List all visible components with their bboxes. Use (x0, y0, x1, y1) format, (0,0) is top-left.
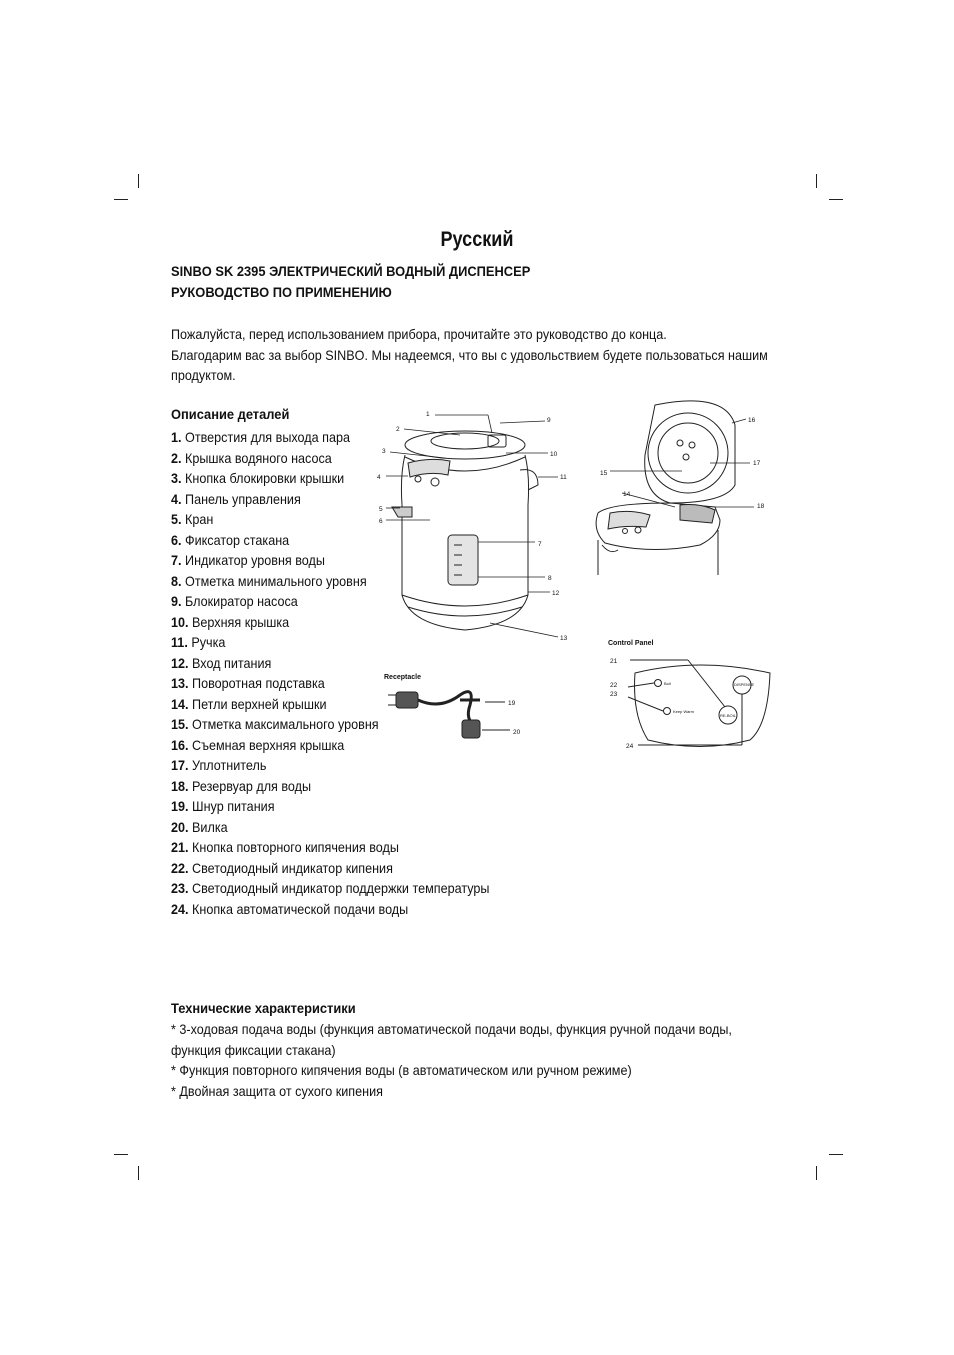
callout-label: 16 (748, 417, 756, 424)
list-item: 24. Кнопка автоматической подачи воды (171, 900, 409, 917)
list-item: 5. Кран (171, 511, 214, 527)
callout-label: 2 (396, 426, 400, 433)
dispenser-drawing (392, 431, 538, 630)
list-item: 19. Шнур питания (171, 798, 275, 814)
callout-label: 21 (610, 658, 618, 665)
list-item: * Двойная защита от сухого кипения (171, 1082, 383, 1099)
list-item: 15. Отметка максимального уровня (171, 716, 379, 732)
callout-label: 12 (552, 590, 560, 597)
callout-label: 20 (513, 729, 521, 736)
list-item: 8. Отметка минимального уровня (171, 572, 367, 589)
list-item: 10. Верхняя крышка (171, 613, 290, 630)
panel-boil-label: Boil (664, 681, 671, 686)
list-item: 2. Крышка водяного насоса (171, 449, 332, 466)
list-item: 21. Кнопка повторного кипячения воды (171, 839, 399, 855)
product-title: SINBO SK 2395 ЭЛЕКТРИЧЕСКИЙ ВОДНЫЙ ДИСПЕНСЕР (171, 263, 531, 279)
callout-label: 9 (547, 417, 551, 424)
list-item: 18. Резервуар для воды (171, 777, 312, 794)
callout-label: 13 (560, 635, 568, 642)
callout-label: 5 (379, 506, 383, 513)
list-item: 4. Панель управления (171, 490, 301, 507)
list-item: * 3-ходовая подача воды (функция автоматической подачи воды, функция ручной подачи воды, функция фиксации стакана) (171, 1021, 732, 1058)
list-item: 20. Вилка (171, 818, 228, 835)
crop-mark (138, 174, 139, 188)
crop-mark (829, 1154, 843, 1155)
callout-label: 1 (426, 411, 430, 418)
intro-line: Благодарим вас за выбор SINBO. Мы надеемся, что вы с удовольствием будете пользоваться нашим продуктом. (171, 346, 768, 383)
list-item: 14. Петли верхней крышки (171, 695, 327, 712)
callout-label: 18 (757, 503, 765, 510)
list-item: 23. Светодиодный индикатор поддержки температуры (171, 880, 490, 896)
intro-line: Пожалуйста, перед использованием прибора, прочитайте это руководство до конца. (171, 326, 667, 342)
list-item: 17. Уплотнитель (171, 757, 267, 773)
control-panel-drawing (628, 660, 770, 747)
callout-label: 22 (610, 682, 618, 689)
callout-label: 8 (548, 575, 552, 582)
callout-label: 11 (560, 474, 567, 481)
product-illustration (370, 395, 790, 760)
list-item: 7. Индикатор уровня воды (171, 552, 325, 568)
list-item: 6. Фиксатор стакана (171, 531, 290, 548)
callout-label: 4 (377, 474, 381, 481)
list-item: 3. Кнопка блокировки крышки (171, 470, 345, 486)
panel-keep-warm-label: Keep Warm (673, 709, 694, 714)
callout-label: 19 (508, 700, 516, 707)
callout-label: 23 (610, 691, 618, 698)
intro-paragraph (171, 324, 783, 386)
list-item: 1. Отверстия для выхода пара (171, 429, 350, 445)
callout-label: 15 (600, 470, 608, 477)
crop-mark (829, 199, 843, 200)
callout-label: 3 (382, 448, 386, 455)
specs-title: Технические характеристики (171, 1000, 356, 1016)
callout-label: 17 (753, 460, 761, 467)
manual-title: РУКОВОДСТВО ПО ПРИМЕНЕНИЮ (171, 284, 392, 300)
callout-label: 14 (623, 491, 631, 498)
callout-label: 24 (626, 743, 634, 750)
cord-drawing (388, 692, 510, 738)
list-item: 13. Поворотная подставка (171, 675, 325, 691)
panel-dispense-label: DISPENSE (734, 682, 755, 687)
receptacle-label: Receptacle (384, 674, 421, 681)
list-item: 12. Вход питания (171, 654, 272, 671)
list-item: 16. Съемная верхняя крышка (171, 736, 345, 753)
open-lid-drawing (596, 401, 735, 575)
callout-label: 7 (538, 541, 542, 548)
list-item: 11. Ручка (171, 634, 226, 650)
crop-mark (138, 1166, 139, 1180)
language-title: Русский (440, 228, 514, 251)
list-item: 9. Блокиратор насоса (171, 593, 298, 609)
parts-title: Описание деталей (171, 406, 290, 422)
callout-label: 10 (550, 451, 558, 458)
crop-mark (114, 1154, 128, 1155)
panel-reboil-label: RE-BOIL (720, 713, 737, 718)
control-panel-label: Control Panel (608, 640, 654, 647)
list-item: 22. Светодиодный индикатор кипения (171, 859, 393, 876)
list-item: * Функция повторного кипячения воды (в автоматическом или ручном режиме) (171, 1062, 632, 1078)
crop-mark (816, 1166, 817, 1180)
crop-mark (816, 174, 817, 188)
specs-list (171, 1019, 783, 1101)
crop-mark (114, 199, 128, 200)
callout-label: 6 (379, 518, 383, 525)
